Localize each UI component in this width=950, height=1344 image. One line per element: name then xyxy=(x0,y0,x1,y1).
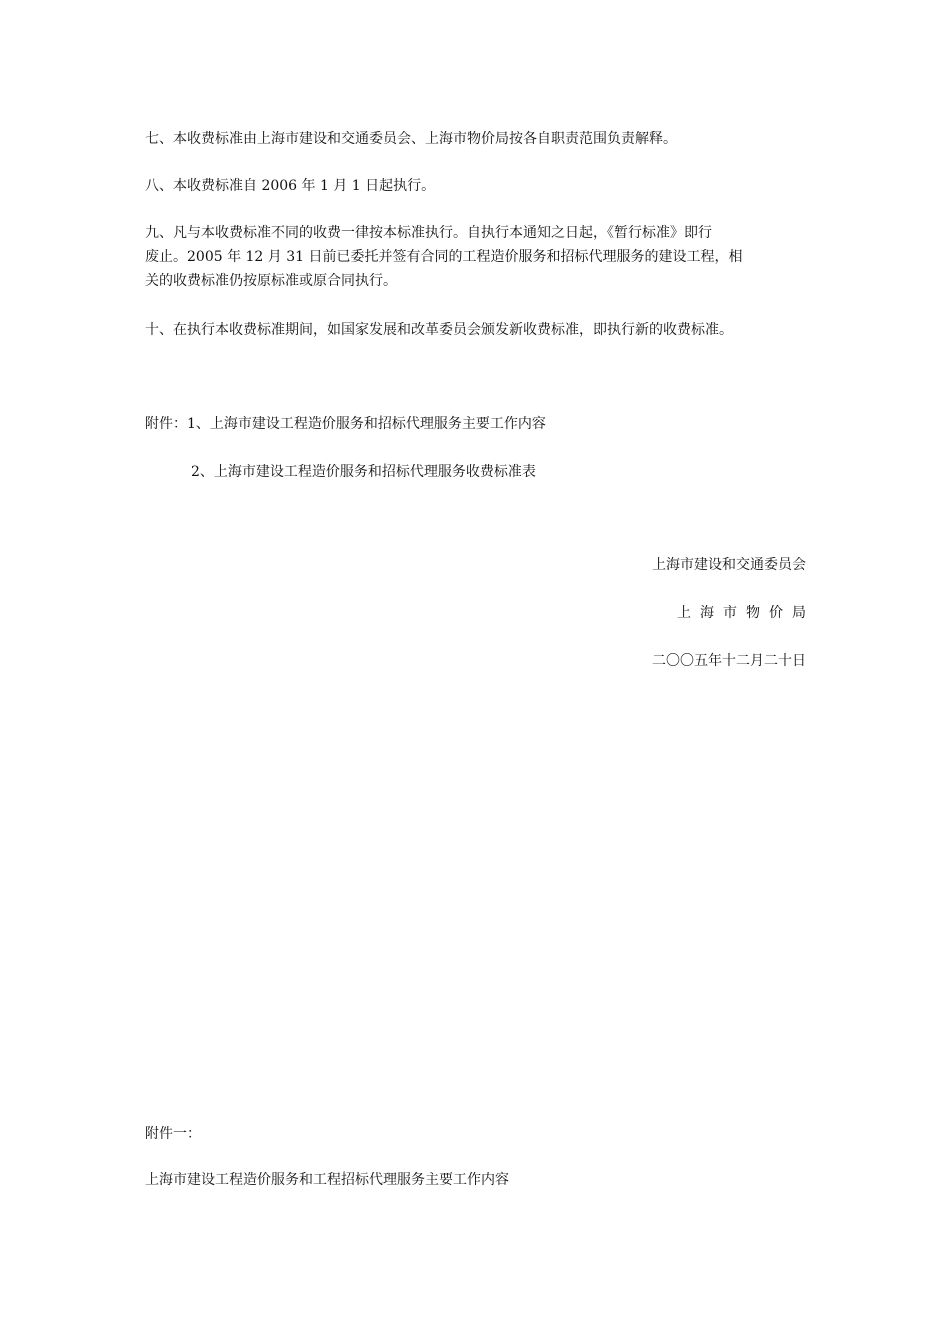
attachment-list-second: 2、上海市建设工程造价服务和招标代理服务收费标准表 xyxy=(191,464,536,480)
appendix-title: 上海市建设工程造价服务和工程招标代理服务主要工作内容 xyxy=(145,1172,509,1188)
signature-org-price-bureau: 上海市物价局 xyxy=(677,605,815,621)
clause-seven: 七、本收费标准由上海市建设和交通委员会、上海市物价局按各自职责范围负责解释。 xyxy=(145,131,677,147)
clause-nine xyxy=(145,221,810,293)
attachment-list-first: 附件：1、上海市建设工程造价服务和招标代理服务主要工作内容 xyxy=(145,416,546,432)
clause-nine-line-1: 九、凡与本收费标准不同的收费一律按本标准执行。自执行本通知之日起，《暂行标准》即行 xyxy=(145,225,712,241)
clause-ten: 十、在执行本收费标准期间，如国家发展和改革委员会颁发新收费标准，即执行新的收费标准。 xyxy=(145,322,733,338)
signature-date: 二〇〇五年十二月二十日 xyxy=(652,653,806,669)
signature-org-commission: 上海市建设和交通委员会 xyxy=(652,557,806,573)
clause-nine-line-2: 废止。2005 年 12 月 31 日前已委托并签有合同的工程造价服务和招标代理服务的建设工程，相 xyxy=(145,249,743,265)
appendix-label: 附件一： xyxy=(145,1126,201,1142)
clause-nine-line-3: 关的收费标准仍按原标准或原合同执行。 xyxy=(145,273,397,289)
clause-eight: 八、本收费标准自 2006 年 1 月 1 日起执行。 xyxy=(145,178,436,194)
